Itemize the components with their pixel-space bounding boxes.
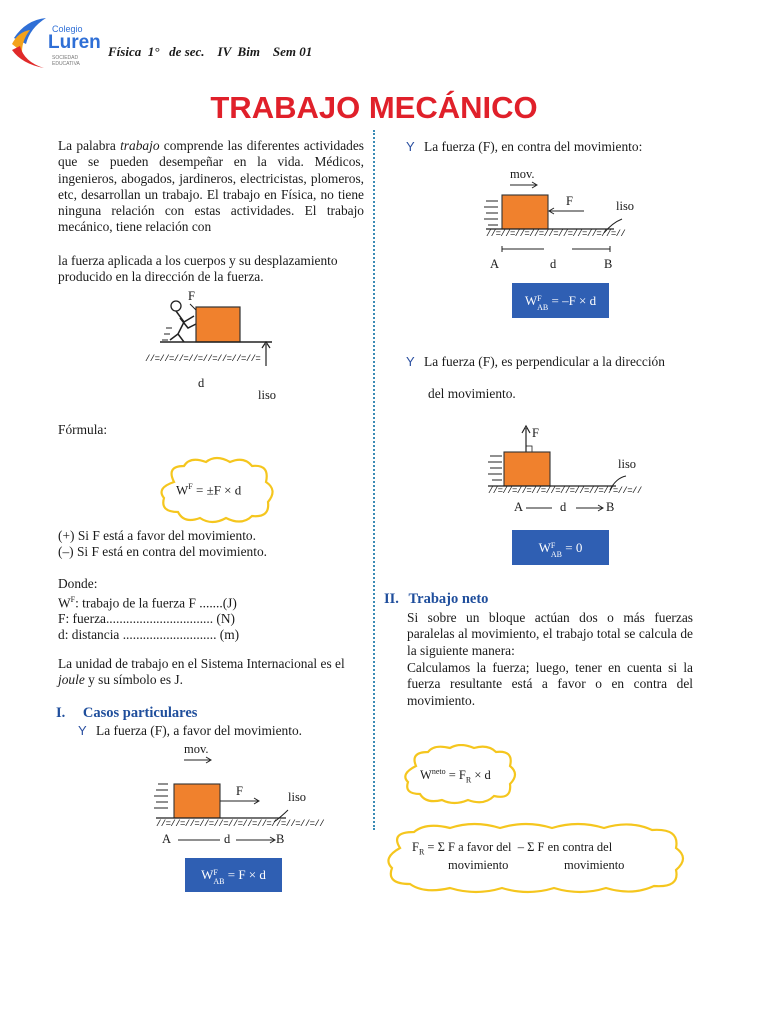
def-w-sup: F	[70, 595, 76, 604]
bullet-icon: Y	[406, 139, 415, 154]
unit-emphasis: joule	[58, 672, 85, 688]
case-2-box-w: W	[524, 292, 538, 308]
donde-label: Donde:	[58, 576, 98, 591]
definitions	[58, 576, 239, 643]
case-3-text-2: del movimiento.	[428, 386, 516, 401]
logo-name: Luren	[48, 32, 101, 53]
block-force-against-icon	[480, 165, 660, 277]
net-work-cloud	[402, 744, 522, 806]
case-2-force: F	[566, 194, 573, 208]
case-1-mov: mov.	[184, 742, 209, 756]
case-3-text	[406, 354, 665, 370]
case-2-d: d	[550, 257, 557, 271]
case-1-b: B	[276, 832, 285, 846]
rf-sub: R	[418, 847, 425, 857]
case-3-box-w: W	[538, 539, 551, 555]
case-3-box-sup: F	[550, 540, 556, 550]
intro-text-a: La palabra	[58, 138, 121, 153]
case-3-box-rest: = 0	[562, 539, 583, 555]
def-d: d: distancia ............................ (m)	[58, 627, 240, 643]
bullet-icon: Y	[406, 354, 415, 369]
figure-case-2	[480, 165, 660, 277]
case-3-b: B	[606, 500, 615, 514]
resultant-formula-line-1	[412, 840, 612, 857]
case-3-d: d	[560, 500, 567, 514]
resultant-force-cloud	[384, 822, 690, 896]
formula-cloud	[156, 456, 280, 526]
case-1-a: A	[162, 832, 172, 846]
case-2-ground: //=//=//=//=//=//=//=//=//=//	[486, 229, 626, 239]
section-2-number: II.	[384, 591, 399, 607]
case-2-label: La fuerza (F), en contra del movimiento:	[424, 139, 643, 154]
logo-small-text: Colegio	[52, 24, 83, 34]
resultant-formula-favor: movimiento	[448, 858, 509, 872]
figure-case-1	[150, 740, 330, 852]
case-1-box-rest: = F × d	[224, 867, 266, 882]
cloud-shape-icon	[384, 822, 690, 896]
formula-sup: F	[188, 482, 193, 491]
case-3-force: F	[532, 426, 539, 440]
unit-text-b: y su símbolo es J.	[84, 672, 183, 688]
net-eq: = F	[445, 768, 466, 783]
case-1-box-sub: AB	[213, 877, 225, 886]
case-1-box-sup: F	[213, 868, 218, 877]
case-1-box-w: W	[201, 867, 214, 882]
section-2-paragraph-1: Si sobre un bloque actúan dos o más fuerzas paralelas al movimiento, el trabajo total se calcula de la siguiente manera:	[407, 610, 693, 658]
def-w-sym: W	[58, 595, 71, 611]
smooth-label: liso	[258, 388, 277, 402]
def-f: F: fuerza................................ (N)	[58, 611, 236, 627]
intro-text-b: comprende las diferentes actividades que se pueden desempeñar en la vida. Médicos, ingenieros, abogados, jardineros, electricistas, plomeros, etc, desarrollan un trabajo. El trabajo en Física, no tiene ninguna relación con estas actividades. El trabajo mecánico, tiene relación con	[58, 138, 364, 235]
section-1-heading	[56, 705, 197, 722]
formula-rest: = ±F × d	[192, 482, 242, 498]
case-3-a: A	[514, 500, 524, 514]
case-2-text	[406, 139, 642, 155]
case-2-box-sup: F	[537, 293, 542, 303]
intro-paragraph	[58, 138, 364, 236]
net-w: W	[420, 768, 432, 783]
figure-case-3	[480, 420, 660, 520]
logo	[8, 18, 100, 74]
net-sup: neto	[431, 767, 446, 776]
case-1-text	[78, 723, 302, 739]
ground-hatching: //=//=//=//=//=//=//=//=	[145, 354, 261, 364]
column-divider	[373, 130, 375, 830]
def-w-text: : trabajo de la fuerza F .......(J)	[75, 595, 237, 611]
def-w	[58, 592, 239, 611]
formula-text	[176, 482, 241, 498]
rf-f: F	[412, 840, 419, 854]
case-3-result-box	[512, 530, 609, 565]
case-1-force: F	[236, 784, 243, 798]
formula-label: Fórmula:	[58, 422, 108, 437]
case-2-mov: mov.	[510, 167, 535, 181]
case-1-label: La fuerza (F), a favor del movimiento.	[96, 723, 303, 738]
case-2-box-sub: AB	[537, 302, 549, 312]
distance-label: d	[198, 376, 205, 390]
intro-text-2: la fuerza aplicada a los cuerpos y su desplazamiento producido en la dirección de la fuerza.	[58, 253, 338, 285]
logo-subtext: SOCIEDAD EDUCATIVA	[52, 55, 80, 67]
section-2-paragraph-2: Calculamos la fuerza; luego, tener en cuenta si la fuerza resultante está a favor o en contra del movimiento.	[407, 660, 693, 708]
net-work-formula	[420, 767, 491, 785]
unit-text-a: La unidad de trabajo en el Sistema Internacional es el	[58, 656, 345, 671]
section-1-title: Casos particulares	[82, 705, 198, 721]
resultant-formula-contra: movimiento	[564, 858, 625, 872]
case-3-liso: liso	[618, 457, 637, 471]
rule-minus: (–) Si F está en contra del movimiento.	[58, 544, 267, 559]
force-label: F	[188, 289, 195, 303]
case-3-ground: //=//=//=//=//=//=//=//=//=//=//	[488, 486, 642, 496]
net-rest: × d	[471, 768, 491, 783]
case-2-b: B	[604, 257, 613, 271]
case-2-box-rest: = –F × d	[548, 292, 597, 308]
sign-rules	[58, 528, 267, 560]
bullet-icon: Y	[78, 723, 87, 738]
case-3-label-1: La fuerza (F), es perpendicular a la dirección	[424, 354, 665, 369]
case-1-result-box	[185, 858, 282, 892]
figure-intro	[140, 288, 300, 408]
section-2-title: Trabajo neto	[408, 591, 489, 607]
case-1-d: d	[224, 832, 231, 846]
case-1-liso: liso	[288, 790, 307, 804]
case-1-ground: //=//=//=//=//=//=//=//=//=//=//=//	[156, 819, 325, 829]
intro-paragraph-2	[58, 253, 364, 286]
intro-emphasis: trabajo	[120, 138, 160, 153]
formula-w: W	[176, 482, 189, 498]
section-1-number: I.	[56, 705, 66, 721]
case-2-a: A	[490, 257, 500, 271]
rf-eq: = Σ F a favor del – Σ F en contra del	[424, 840, 613, 854]
rule-plus: (+) Si F está a favor del movimiento.	[58, 528, 256, 543]
case-2-liso: liso	[616, 199, 635, 213]
case-3-box-sub: AB	[550, 549, 563, 559]
case-2-result-box	[512, 283, 609, 318]
unit-paragraph	[58, 656, 364, 689]
page-title: TRABAJO MECÁNICO	[210, 90, 538, 125]
section-2-heading	[384, 591, 488, 608]
net-sub: R	[465, 775, 472, 785]
course-header: Física 1° de sec. IV Bim Sem 01	[108, 44, 313, 59]
